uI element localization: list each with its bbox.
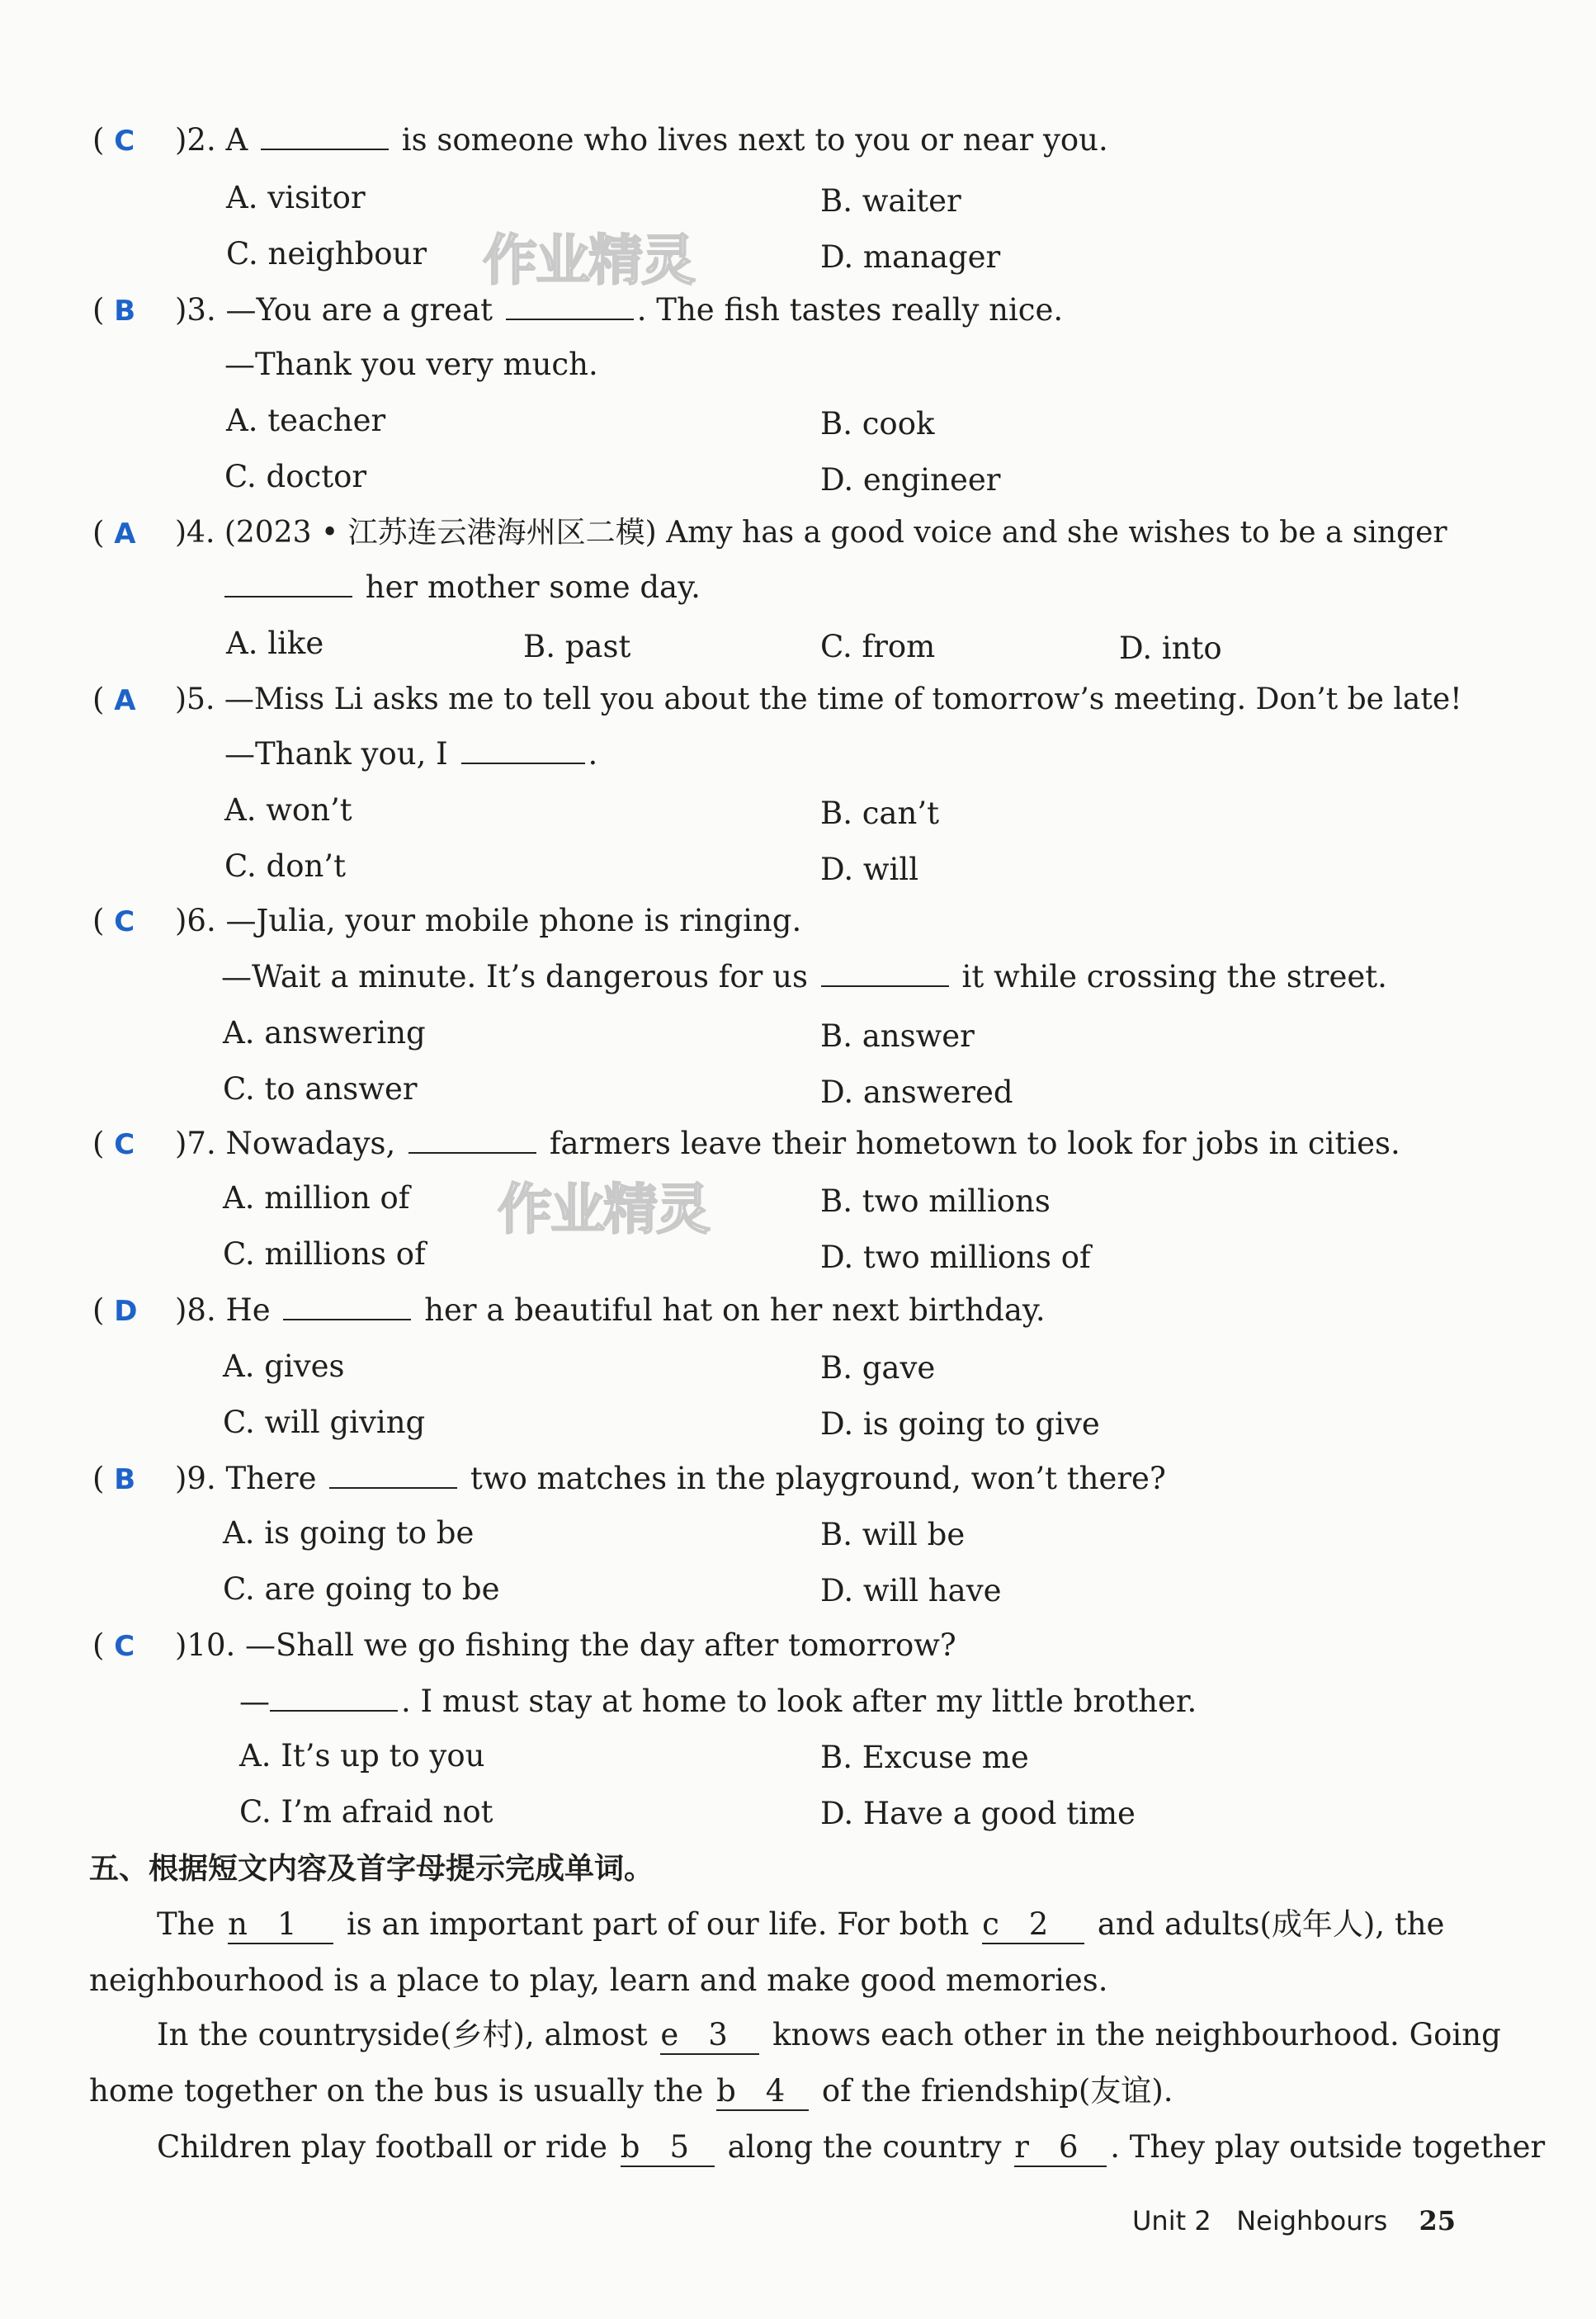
answer-paren: ( B — [92, 292, 136, 328]
option-d[interactable]: D. will — [820, 852, 919, 887]
page-footer — [1132, 2205, 1456, 2236]
option-a[interactable]: A. visitor — [226, 180, 366, 215]
fill-blank-2[interactable]: c 2 — [982, 1906, 1084, 1944]
option-a[interactable]: A. like — [226, 626, 324, 661]
question-line: —Wait a minute. It’s dangerous for us it while crossing the street. — [221, 959, 1387, 994]
option-d[interactable]: D. will have — [820, 1573, 1002, 1608]
option-c[interactable]: C. I’m afraid not — [239, 1794, 493, 1830]
question-stem: )10. —Shall we go fishing the day after tomorrow? — [175, 1627, 956, 1663]
option-b[interactable]: B. two millions — [820, 1183, 1051, 1219]
option-d[interactable]: D. into — [1119, 631, 1222, 666]
unit-title: Neighbours — [1236, 2205, 1388, 2236]
section-title: 五、根据短文内容及首字母提示完成单词。 — [89, 1852, 654, 1886]
answer-paren: ( C — [92, 1126, 135, 1161]
option-c[interactable]: C. to answer — [223, 1071, 418, 1107]
answer-paren: ( A — [92, 515, 136, 550]
option-b[interactable]: B. gave — [820, 1350, 936, 1386]
option-a[interactable]: A. won’t — [224, 792, 352, 828]
watermark: 作业精灵 — [498, 1178, 709, 1241]
fill-blank-1[interactable]: n 1 — [228, 1906, 333, 1944]
answer-blank[interactable] — [224, 569, 352, 597]
passage-line: neighbourhood is a place to play, learn and make good memories. — [89, 1962, 1108, 1998]
option-d[interactable]: D. two millions of — [820, 1240, 1091, 1275]
option-b[interactable]: B. will be — [820, 1517, 966, 1552]
option-a[interactable]: A. teacher — [226, 403, 386, 438]
option-d[interactable]: D. engineer — [820, 462, 1001, 498]
option-a[interactable]: A. gives — [223, 1348, 345, 1384]
answer-blank[interactable] — [461, 736, 585, 764]
option-b[interactable]: B. can’t — [820, 796, 939, 831]
option-b[interactable]: B. cook — [820, 406, 935, 442]
option-d[interactable]: D. Have a good time — [820, 1796, 1136, 1831]
question-stem: )7. Nowadays, farmers leave their hometown to look for jobs in cities. — [175, 1126, 1400, 1161]
question-stem: )9. There two matches in the playground, won’t there? — [175, 1461, 1166, 1496]
unit-label: Unit 2 — [1132, 2205, 1211, 2236]
answer-paren: ( D — [92, 1292, 138, 1328]
answer-paren: ( B — [92, 1461, 136, 1496]
answer-blank[interactable] — [506, 292, 634, 320]
option-d[interactable]: D. manager — [820, 239, 1001, 275]
question-stem: )2. A is someone who lives next to you or near you. — [175, 122, 1108, 158]
question-line: her mother some day. — [224, 569, 701, 606]
option-c[interactable]: C. doctor — [224, 459, 367, 494]
option-c[interactable]: C. from — [820, 629, 936, 664]
fill-blank-4[interactable]: b 4 — [716, 2073, 809, 2111]
option-c[interactable]: C. are going to be — [223, 1571, 500, 1607]
option-c[interactable]: C. neighbour — [226, 236, 427, 272]
option-d[interactable]: D. answered — [820, 1074, 1013, 1110]
fill-blank-3[interactable]: e 3 — [660, 2017, 759, 2055]
answer-paren: ( A — [92, 682, 136, 717]
passage-line: The n 1 is an important part of our life. For both c 2 and adults(成年人), the — [157, 1906, 1444, 1944]
option-c[interactable]: C. will giving — [223, 1405, 426, 1440]
question-stem: )5. —Miss Li asks me to tell you about the time of tomorrow’s meeting. Don’t be late! — [175, 682, 1462, 716]
answer-blank[interactable] — [821, 959, 949, 987]
answer-blank[interactable] — [283, 1292, 411, 1320]
question-stem: )4. (2023 • 江苏连云港海州区二模) Amy has a good voice and she wishes to be a singer — [175, 516, 1447, 550]
answer-blank[interactable] — [329, 1461, 457, 1489]
fill-blank-5[interactable]: b 5 — [621, 2129, 715, 2167]
option-c[interactable]: C. don’t — [224, 848, 346, 884]
answer-blank[interactable] — [261, 122, 389, 150]
question-stem: )3. —You are a great . The fish tastes really nice. — [175, 292, 1064, 328]
option-b[interactable]: B. answer — [820, 1018, 975, 1054]
watermark: 作业精灵 — [483, 229, 694, 292]
answer-paren: ( C — [92, 122, 135, 158]
option-a[interactable]: A. million of — [223, 1180, 410, 1216]
option-a[interactable]: A. It’s up to you — [239, 1738, 485, 1773]
answer-paren: ( C — [92, 1627, 135, 1663]
option-b[interactable]: B. past — [523, 629, 631, 664]
question-stem: )6. —Julia, your mobile phone is ringing. — [175, 903, 802, 938]
question-line: —Thank you very much. — [224, 347, 598, 382]
option-a[interactable]: A. is going to be — [223, 1515, 475, 1551]
question-line: —Thank you, I . — [224, 736, 598, 772]
answer-blank[interactable] — [270, 1684, 398, 1712]
answer-paren: ( C — [92, 903, 135, 938]
option-b[interactable]: B. Excuse me — [820, 1740, 1029, 1775]
fill-blank-6[interactable]: r 6 — [1014, 2129, 1107, 2167]
answer-blank[interactable] — [408, 1126, 536, 1154]
question-stem: )8. He her a beautiful hat on her next birthday. — [175, 1292, 1046, 1328]
option-c[interactable]: C. millions of — [223, 1236, 426, 1272]
passage-line: Children play football or ride b 5 along the country r 6 . They play outside together — [157, 2129, 1545, 2167]
option-a[interactable]: A. answering — [223, 1015, 426, 1051]
passage-line: In the countryside(乡村), almost e 3 knows each other in the neighbourhood. Going — [157, 2017, 1501, 2055]
passage-line: home together on the bus is usually the b 4 of the friendship(友谊). — [89, 2073, 1173, 2111]
question-line: — . I must stay at home to look after my little brother. — [239, 1684, 1197, 1719]
page-number: 25 — [1419, 2205, 1456, 2236]
option-b[interactable]: B. waiter — [820, 183, 961, 219]
option-d[interactable]: D. is going to give — [820, 1406, 1100, 1442]
